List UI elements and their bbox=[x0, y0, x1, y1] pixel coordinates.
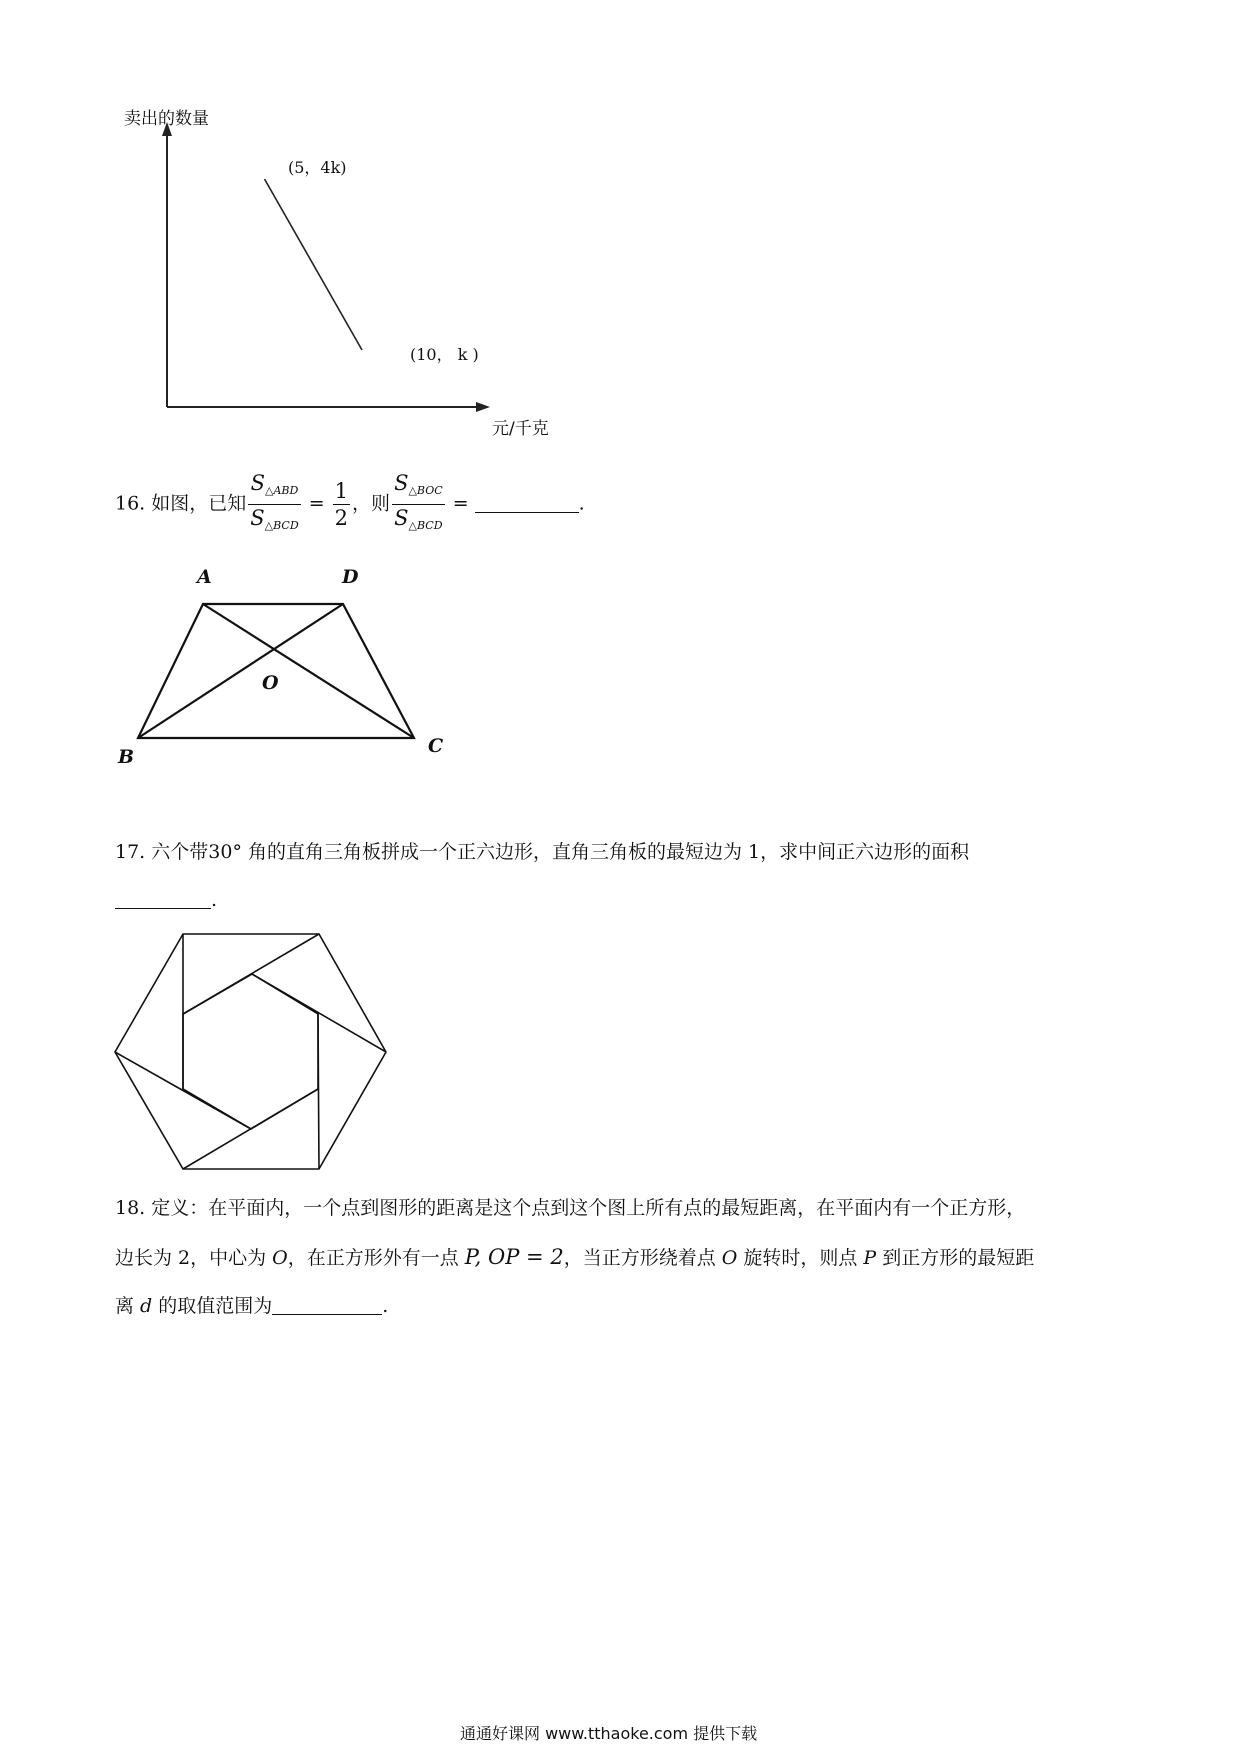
question-number: 16. bbox=[115, 492, 146, 515]
point-label-o: O bbox=[262, 672, 279, 694]
outer-hexagon bbox=[115, 934, 386, 1169]
then-text: ，则 bbox=[352, 492, 391, 515]
segment-3 bbox=[252, 974, 386, 1052]
point-label-1: (5，4k) bbox=[288, 158, 347, 177]
equals-sign-2: = bbox=[452, 492, 469, 515]
fraction-abd-bcd: $\frac{S_{\triangle ABD}}{S_{\triangle BCD}}$ bbox=[250, 471, 299, 532]
period: . bbox=[578, 492, 585, 515]
footer-text: 通通好课网 www.tthaoke.com 提供下载 bbox=[460, 1724, 758, 1743]
vertex-label-b: B bbox=[118, 746, 135, 768]
point-label-2: (10， k ) bbox=[410, 345, 479, 364]
fraction-one-half: $\frac{1}{2}$ bbox=[334, 479, 349, 530]
vertex-label-d: D bbox=[342, 566, 359, 588]
segment-4 bbox=[318, 1014, 319, 1169]
question-number: 18. bbox=[115, 1197, 146, 1219]
question-intro: 如图，已知 bbox=[151, 492, 247, 515]
vertex-label-c: C bbox=[428, 735, 444, 757]
question-number: 17. bbox=[115, 841, 146, 863]
y-axis-label: 卖出的数量 bbox=[124, 109, 209, 129]
question-18-line-3: 离 d 的取值范围为 . bbox=[115, 1295, 389, 1317]
answer-blank bbox=[272, 1314, 382, 1315]
question-text: 六个带30° 角的直角三角板拼成一个正六边形，直角三角板的最短边为 1，求中间正六边形的面积 bbox=[151, 841, 970, 863]
period: . bbox=[211, 889, 218, 911]
question-18-line-2: 边长为 2，中心为 O，在正方形外有一点 P, OP = 2，当正方形绕着点 O 旋转时，则点 P 到正方形的最短距 bbox=[115, 1245, 1035, 1269]
fraction-boc-bcd: $\frac{S_{\triangle BOC}}{S_{\triangle BCD}}$ bbox=[394, 471, 443, 532]
question-18-line-1 bbox=[115, 1196, 1025, 1221]
equals-sign: = bbox=[308, 492, 325, 515]
question-text-line-1: 定义：在平面内，一个点到图形的距离是这个点到这个图上所有点的最短距离，在平面内有一个正方形， bbox=[151, 1197, 1026, 1219]
inner-hexagon bbox=[183, 974, 318, 1129]
vertex-label-a: A bbox=[197, 566, 212, 588]
x-axis-label: 元/千克 bbox=[492, 419, 549, 439]
